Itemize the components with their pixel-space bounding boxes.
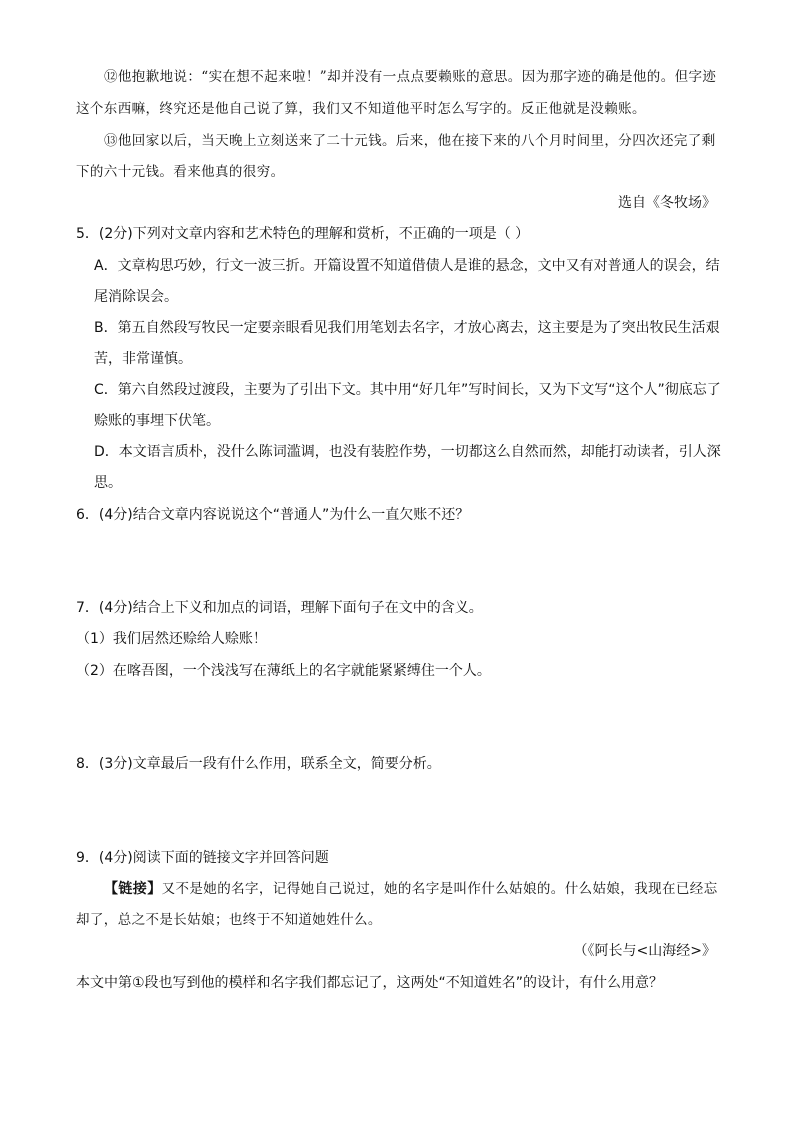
passage-p13-line1: ⑬他回家以后，当天晚上立刻送来了二十元钱。后来，他在接下来的八个月时间里，分四次还完了剩: [104, 133, 716, 149]
q7-sentence-1: （1）我们居然还赊给人赊账！: [76, 631, 267, 647]
q9-stem: 9．(4分)阅读下面的链接文字并回答问题: [76, 850, 329, 866]
q5-option-a-line2: 尾消除误会。: [94, 289, 178, 305]
q7-sentence-2: （2）在喀吾图，一个浅浅写在薄纸上的名字就能紧紧缚住一个人。: [76, 663, 491, 679]
q7-stem: 7．(4分)结合上下义和加点的词语，理解下面句子在文中的含义。: [76, 600, 483, 616]
q9-link-source: （《阿长与<山海经>》: [573, 943, 716, 959]
q9-link-line2: 却了，总之不是长姑娘；也终于不知道她姓什么。: [76, 912, 382, 928]
q5-option-d-line2: 思。: [94, 475, 122, 491]
q5-option-c-line1: C．第六自然段过渡段，主要为了引出下文。其中用“好几年”写时间长，又为下文写“这个人”彻底忘了: [94, 382, 721, 398]
passage-p12-line2: 这个东西嘛，终究还是他自己说了算，我们又不知道他平时怎么写字的。反正他就是没赖账。: [76, 101, 646, 117]
q9-link-line1: [104, 879, 718, 899]
q5-stem: 5．(2分)下列对文章内容和艺术特色的理解和赏析，不正确的一项是（ ）: [76, 226, 530, 242]
q5-option-b-line1: B．第五自然段写牧民一定要亲眼看见我们用笔划去名字，才放心离去，这主要是为了突出牧民生活艰: [94, 320, 720, 336]
passage-source: 选自《冬牧场》: [618, 195, 716, 211]
q5-option-b-line2: 苦，非常谨慎。: [94, 351, 192, 367]
q5-option-a-line1: A．文章构思巧妙，行文一波三折。开篇设置不知道借债人是谁的悬念，文中又有对普通人的误会，结: [94, 258, 720, 274]
q5-option-d-line1: D．本文语言质朴，没什么陈词滥调，也没有装腔作势，一切都这么自然而然，却能打动读者，引人深: [94, 444, 721, 460]
q9-link-text-1: 又不是她的名字，记得她自己说过，她的名字是叫作什么姑娘的。什么姑娘，我现在已经忘: [161, 881, 718, 897]
q9-link-label: 【链接】: [104, 881, 162, 897]
passage-p12-line1: ⑫他抱歉地说：“实在想不起来啦！”却并没有一点点要赖账的意思。因为那字迹的确是他的。但字迹: [104, 69, 717, 85]
passage-p13-line2: 下的六十元钱。看来他真的很穷。: [76, 164, 285, 180]
q8-stem: 8．(3分)文章最后一段有什么作用，联系全文，简要分析。: [76, 756, 441, 772]
q5-option-c-line2: 赊账的事埋下伏笔。: [94, 413, 220, 429]
q6-stem: 6．(4分)结合文章内容说说这个“普通人”为什么一直欠账不还？: [76, 507, 470, 523]
q9-question: 本文中第①段也写到他的模样和名字我们都忘记了，这两处“不知道姓名”的设计，有什么用意？: [76, 975, 664, 991]
